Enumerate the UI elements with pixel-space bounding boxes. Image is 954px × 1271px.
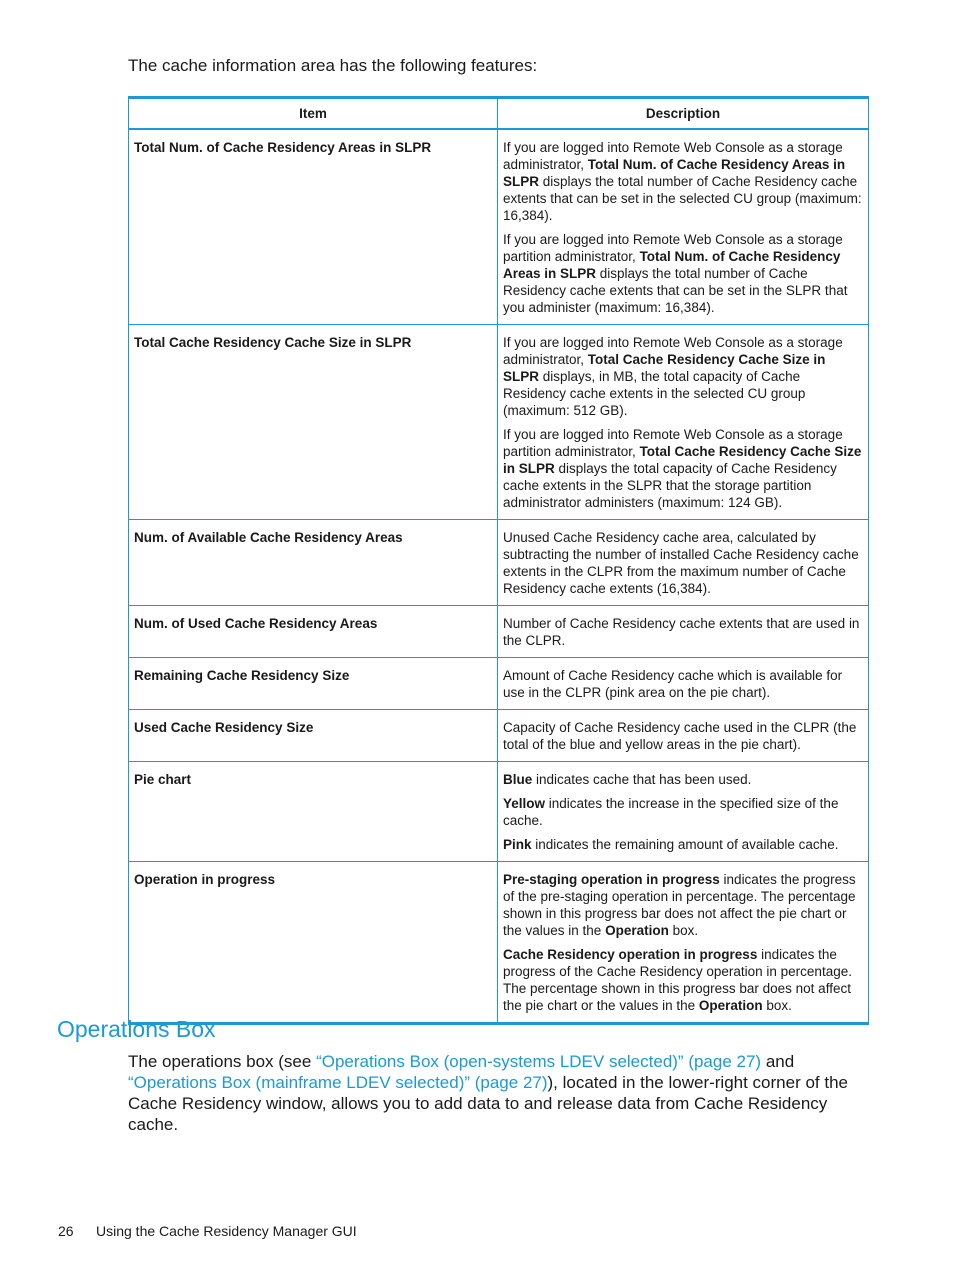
bold-term: Cache Residency operation in progress: [503, 947, 758, 962]
description-cell: [498, 710, 869, 762]
item-cell: Pie chart: [129, 762, 498, 862]
bold-term: Operation: [698, 998, 763, 1013]
description-paragraph: [503, 946, 863, 1014]
table-header-row: [129, 98, 869, 130]
item-cell: Total Num. of Cache Residency Areas in SLPR: [129, 129, 498, 325]
page-footer: [58, 1222, 357, 1240]
description-text: Number of Cache Residency cache extents that are used in the CLPR.: [503, 616, 860, 648]
bold-term: Total Num. of Cache Residency Areas in SLPR: [503, 157, 846, 189]
chapter-title: Using the Cache Residency Manager GUI: [96, 1223, 357, 1239]
description-paragraph: [503, 795, 863, 829]
description-paragraph: [503, 836, 863, 853]
table-row: [129, 520, 869, 606]
column-header-description: Description: [498, 98, 869, 130]
table-row: [129, 129, 869, 325]
description-text: indicates the progress of the pre-staging operation in percentage. The percentage shown in this progress bar does not affect the pie chart or the values in the: [503, 872, 856, 938]
description-text: Unused Cache Residency cache area, calculated by subtracting the number of installed Cache Residency cache extents in the CLPR from the maximum number of Cache Residency cache extents (16,384).: [503, 530, 859, 596]
description-cell: [498, 762, 869, 862]
description-text: displays the total capacity of Cache Residency cache extents in the SLPR that the storage partition administrator administers (maximum: 124 GB).: [503, 461, 837, 510]
description-paragraph: [503, 139, 863, 224]
description-text: box.: [762, 998, 792, 1013]
table-row: [129, 710, 869, 762]
xref-link-open-systems[interactable]: “Operations Box (open-systems LDEV selected)” (page 27): [316, 1052, 762, 1071]
description-paragraph: [503, 615, 863, 649]
description-cell: [498, 606, 869, 658]
bold-term: Total Cache Residency Cache Size in SLPR: [503, 352, 826, 384]
table-body: [129, 129, 869, 1024]
description-text: Amount of Cache Residency cache which is available for use in the CLPR (pink area on the pie chart).: [503, 668, 843, 700]
table-row: [129, 325, 869, 520]
description-paragraph: [503, 529, 863, 597]
description-text: indicates cache that has been used.: [532, 772, 752, 787]
intro-text: The cache information area has the following features:: [128, 56, 538, 75]
description-text: displays, in MB, the total capacity of Cache Residency cache extents in the selected CU group (maximum: 512 GB).: [503, 369, 806, 418]
description-paragraph: [503, 771, 863, 788]
description-text: If you are logged into Remote Web Console as a storage administrator,: [503, 335, 843, 367]
description-cell: [498, 658, 869, 710]
page-number: 26: [58, 1223, 74, 1239]
description-text: indicates the increase in the specified size of the cache.: [503, 796, 839, 828]
item-cell: Used Cache Residency Size: [129, 710, 498, 762]
description-text: displays the total number of Cache Residency cache extents that can be set in the selected CU group (maximum: 16,384).: [503, 174, 862, 223]
features-table: [128, 96, 869, 1025]
item-cell: Operation in progress: [129, 862, 498, 1024]
table-row: [129, 606, 869, 658]
table-row: [129, 658, 869, 710]
description-cell: [498, 520, 869, 606]
body-text-middle: and: [761, 1052, 795, 1071]
item-cell: Num. of Available Cache Residency Areas: [129, 520, 498, 606]
section-heading: Operations Box: [57, 1016, 216, 1042]
item-cell: Num. of Used Cache Residency Areas: [129, 606, 498, 658]
body-text-before: The operations box (see: [128, 1052, 317, 1071]
description-text: Capacity of Cache Residency cache used in the CLPR (the total of the blue and yellow areas in the pie chart).: [503, 720, 857, 752]
description-text: displays the total number of Cache Residency cache extents that can be set in the SLPR that you administer (maximum: 16,384).: [503, 266, 848, 315]
bold-term: Blue: [503, 772, 533, 787]
description-text: indicates the progress of the Cache Residency operation in percentage. The percentage shown in this progress bar does not affect the pie chart or the values in the: [503, 947, 852, 1013]
description-paragraph: [503, 334, 863, 419]
bold-term: Pink: [503, 837, 532, 852]
item-cell: Total Cache Residency Cache Size in SLPR: [129, 325, 498, 520]
bold-term: Yellow: [503, 796, 546, 811]
description-text: If you are logged into Remote Web Console as a storage partition administrator,: [503, 427, 843, 459]
bold-term: Pre-staging operation in progress: [503, 872, 720, 887]
description-paragraph: [503, 231, 863, 316]
description-cell: [498, 129, 869, 325]
column-header-item: Item: [129, 98, 498, 130]
bold-term: Total Cache Residency Cache Size in SLPR: [503, 444, 862, 476]
xref-link-mainframe[interactable]: “Operations Box (mainframe LDEV selected)” (page 27): [128, 1073, 548, 1092]
description-paragraph: [503, 719, 863, 753]
description-paragraph: [503, 426, 863, 511]
body-text-after: ), located in the lower-right corner of the Cache Residency window, allows you to add data to and release data from Cache Residency cache.: [128, 1073, 848, 1134]
section-body: [128, 1051, 870, 1135]
description-text: If you are logged into Remote Web Console as a storage administrator,: [503, 140, 843, 172]
description-paragraph: [503, 667, 863, 701]
description-cell: [498, 862, 869, 1024]
table-row: [129, 762, 869, 862]
description-text: If you are logged into Remote Web Console as a storage partition administrator,: [503, 232, 843, 264]
description-cell: [498, 325, 869, 520]
bold-term: Total Num. of Cache Residency Areas in SLPR: [503, 249, 841, 281]
description-text: indicates the remaining amount of available cache.: [531, 837, 839, 852]
item-cell: Remaining Cache Residency Size: [129, 658, 498, 710]
bold-term: Operation: [605, 923, 669, 938]
table-row: [129, 862, 869, 1024]
description-text: box.: [668, 923, 699, 938]
description-paragraph: [503, 871, 863, 939]
